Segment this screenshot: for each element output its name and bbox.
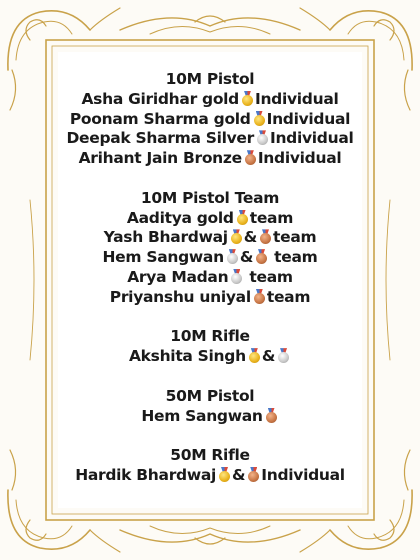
event-type: Individual [257,149,342,168]
athlete-name: Hem Sangwan [102,248,224,267]
gold-medal-icon [237,210,248,225]
section-0 [0,70,420,169]
medal-joiner: & [239,248,254,267]
medal-entry [0,90,420,110]
medal-joiner: & [243,228,258,247]
athlete-name: Yash Bhardwaj [103,228,228,247]
medal-entry [0,149,420,169]
bronze-medal-icon [248,467,259,482]
event-type: Individual [254,89,339,108]
bronze-medal-icon [260,229,271,244]
medal-list [0,70,420,506]
section-title: 50M Rifle [170,446,250,465]
section-2 [0,327,420,367]
section-title: 10M Pistol Team [140,188,280,207]
section-title: 50M Pistol [165,386,255,405]
medal-joiner: & [232,465,246,484]
medal-entry [0,407,420,427]
gold-medal-icon [249,348,260,363]
silver-medal-icon [231,269,242,284]
medal-entry [0,466,420,486]
event-type: Individual [269,129,354,148]
bronze-medal-icon [254,289,265,304]
silver-medal-icon [278,348,289,363]
event-type: team [266,287,311,306]
silver-medal-icon [257,130,268,145]
section-4 [0,446,420,486]
athlete-name: Priyanshu uniyal [109,287,251,306]
gold-medal-icon [254,111,265,126]
medal-entry [0,110,420,130]
athlete-name: Poonam Sharma gold [69,109,251,128]
gold-medal-icon [231,229,242,244]
athlete-name: Arya Madan [127,267,229,286]
athlete-name: Deepak Sharma Silver [66,129,254,148]
silver-medal-icon [227,249,238,264]
medal-entry [0,129,420,149]
medal-joiner: & [261,347,276,366]
event-type: Individual [266,109,351,128]
section-1 [0,189,420,308]
event-type: team [249,208,294,227]
medal-entry [0,209,420,229]
event-type: team [249,267,293,286]
gold-medal-icon [219,467,230,482]
gold-medal-icon [242,91,253,106]
medal-entry [0,288,420,308]
medal-entry [0,228,420,248]
athlete-name: Akshita Singh [128,347,246,366]
bronze-medal-icon [256,249,267,264]
bronze-medal-icon [266,408,277,423]
athlete-name: Hem Sangwan [141,406,263,425]
event-type: Individual [261,465,345,484]
event-type: team [274,248,318,267]
athlete-name: Aaditya gold [126,208,234,227]
event-type: team [273,228,317,247]
athlete-name: Arihant Jain Bronze [78,149,242,168]
section-title: 10M Rifle [170,327,250,346]
section-3 [0,387,420,427]
athlete-name: Asha Giridhar gold [81,89,239,108]
medal-entry [0,248,420,268]
medal-entry [0,347,420,367]
section-title: 10M Pistol [165,70,255,88]
bronze-medal-icon [245,150,256,165]
medal-entry [0,268,420,288]
athlete-name: Hardik Bhardwaj [75,465,217,484]
